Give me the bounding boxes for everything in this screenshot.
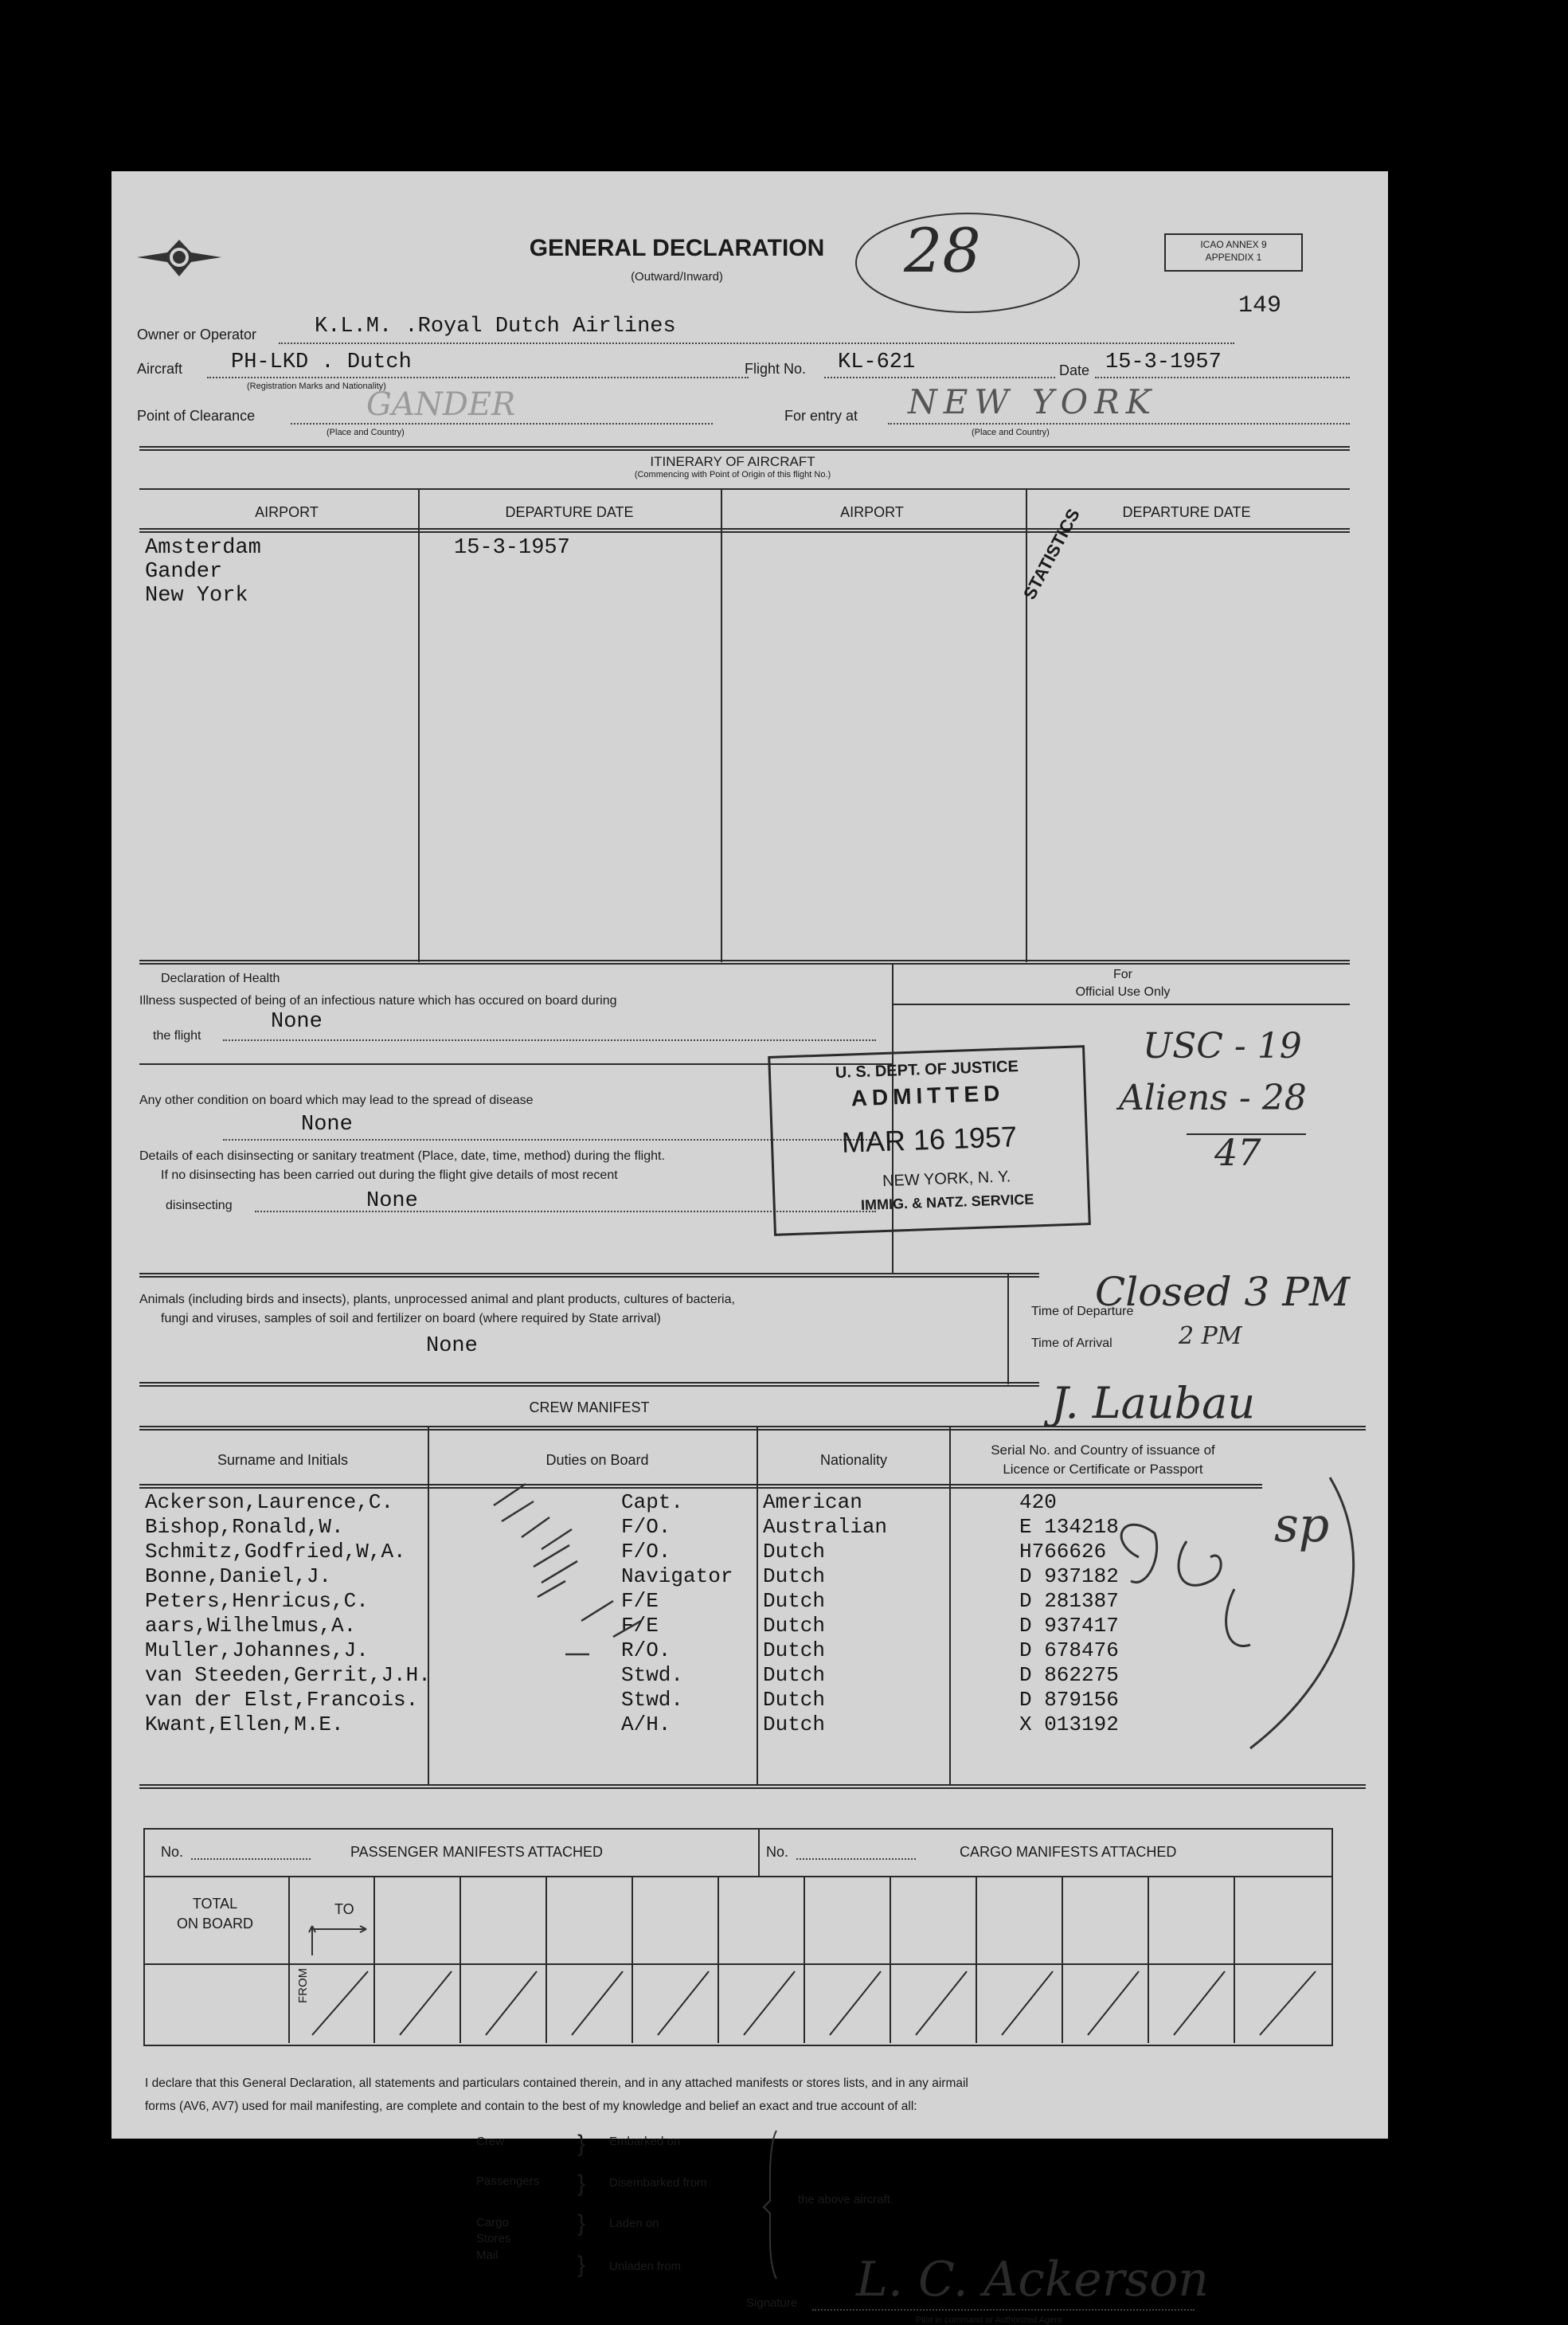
official-note-1: USC - 19 xyxy=(1143,1026,1302,1067)
declaration-unladen: Unladen from xyxy=(609,2260,682,2273)
crew-duty: F/O. xyxy=(621,1515,671,1539)
cargo-no-label: No. xyxy=(766,1844,789,1860)
official-label: Official Use Only xyxy=(1075,985,1171,999)
crew-name: Muller,Johannes,J. xyxy=(145,1638,369,1662)
admitted-stamp: U. S. DEPT. OF JUSTICE ADMITTED MAR 16 1957 NEW YORK, N. Y. IMMIG. & NATZ. SERVICE xyxy=(768,1045,1091,1236)
declaration-cargo: Cargo xyxy=(476,2216,509,2229)
from-label: FROM xyxy=(296,1967,310,2003)
signature-label: Signature xyxy=(746,2296,798,2310)
crew-nationality: Dutch xyxy=(763,1688,826,1712)
disinsecting-label-2: If no disinsecting has been carried out during the flight give details of most recent xyxy=(161,1168,618,1182)
crew-name: Kwant,Ellen,M.E. xyxy=(145,1712,344,1736)
handwritten-number: 28 xyxy=(904,215,981,286)
itinerary-departure-1: 15-3-1957 xyxy=(454,536,570,560)
declaration-embarked: Embarked on xyxy=(609,2135,681,2148)
crew-duty: Capt. xyxy=(621,1490,684,1514)
animals-label-1: Animals (including birds and insects), plants, unprocessed animal and plant products, cultures of bacteria, xyxy=(139,1293,735,1306)
itinerary-title: ITINERARY OF AIRCRAFT xyxy=(650,454,815,469)
crew-nationality: Dutch xyxy=(763,1712,826,1736)
manifest-cells xyxy=(288,1876,1331,2043)
declaration-text-1: I declare that this General Declaration, all statements and particulars contained therein, and in any attached manifests or stores lists, and in any airmail xyxy=(145,2076,968,2090)
animals-label-2: fungi and viruses, samples of soil and fertilizer on board (where required by State arrival) xyxy=(161,1312,661,1325)
crew-nationality: American xyxy=(763,1490,862,1514)
crew-nationality: Dutch xyxy=(763,1614,826,1638)
flight-label: Flight No. xyxy=(745,361,807,377)
other-condition-label: Any other condition on board which may lead to the spread of disease xyxy=(139,1094,534,1107)
crew-name: van Steeden,Gerrit,J.H. xyxy=(145,1663,431,1687)
clearance-label: Point of Clearance xyxy=(137,408,256,424)
animals-value: None xyxy=(426,1334,478,1358)
itinerary-header-departure: DEPARTURE DATE xyxy=(505,504,634,520)
crew-duty: R/O. xyxy=(621,1638,671,1662)
crew-nationality: Dutch xyxy=(763,1663,826,1687)
crew-name: Schmitz,Godfried,W,A. xyxy=(145,1540,406,1564)
disinsecting-label-3: disinsecting xyxy=(166,1199,233,1212)
crew-signature-note: J. Laubau xyxy=(1051,1378,1256,1428)
klm-logo xyxy=(135,233,223,281)
flight-value: KL-621 xyxy=(838,350,916,374)
cargo-manifests-label: CARGO MANIFESTS ATTACHED xyxy=(960,1844,1177,1860)
passenger-manifests-label: PASSENGER MANIFESTS ATTACHED xyxy=(350,1844,604,1860)
aircraft-label: Aircraft xyxy=(137,361,183,377)
crew-serial: 420 xyxy=(1019,1490,1057,1514)
crew-duty: F/E xyxy=(621,1614,659,1638)
departure-time-label: Time of Departure xyxy=(1031,1305,1134,1318)
official-note-2: Aliens - 28 xyxy=(1119,1078,1307,1118)
owner-value: K.L.M. .Royal Dutch Airlines xyxy=(315,315,676,339)
crew-nationality: Dutch xyxy=(763,1638,826,1662)
itinerary-airport-2: Gander xyxy=(145,560,223,584)
declaration-passengers: Passengers xyxy=(476,2174,540,2188)
aircraft-sublabel: (Registration Marks and Nationality) xyxy=(247,382,386,391)
signature-sublabel: Pilot in command or Authorized Agent xyxy=(916,2315,1062,2325)
crew-serial: D 937417 xyxy=(1019,1614,1119,1638)
form-subtitle: (Outward/Inward) xyxy=(631,270,723,284)
crew-serial: D 862275 xyxy=(1019,1663,1119,1687)
to-label: TO xyxy=(334,1901,354,1917)
passenger-no-label: No. xyxy=(161,1844,184,1860)
clearance-value: GANDER xyxy=(366,386,516,423)
entry-sublabel: (Place and Country) xyxy=(972,428,1050,437)
crew-header-name: Surname and Initials xyxy=(217,1452,349,1468)
aircraft-value: PH-LKD . Dutch xyxy=(231,350,412,374)
svg-text:sp: sp xyxy=(1274,1497,1330,1553)
crew-serial: D 678476 xyxy=(1019,1638,1119,1662)
crew-name: van der Elst,Francois. xyxy=(145,1688,419,1712)
crew-header-nationality: Nationality xyxy=(819,1452,888,1468)
declaration-disembarked: Disembarked from xyxy=(609,2176,707,2190)
declaration-text-2: forms (AV6, AV7) used for mail manifesting, are complete and contain to the best of my knowledge and belief an exact and true account of all: xyxy=(145,2100,917,2113)
health-title: Declaration of Health xyxy=(161,972,280,985)
crew-serial: E 134218 xyxy=(1019,1515,1119,1539)
page-number: 149 xyxy=(1238,292,1282,319)
itinerary-header-airport: AIRPORT xyxy=(255,504,319,520)
date-value: 15-3-1957 xyxy=(1105,350,1222,374)
crew-serial: X 013192 xyxy=(1019,1712,1119,1736)
clearance-sublabel: (Place and Country) xyxy=(327,428,405,437)
declaration-mail: Mail xyxy=(476,2249,499,2262)
icao-box: ICAO ANNEX 9 APPENDIX 1 xyxy=(1164,233,1303,272)
itinerary-airport-1: Amsterdam xyxy=(145,536,261,560)
crew-duty: A/H. xyxy=(621,1712,671,1736)
circle-mark xyxy=(848,203,1087,323)
crew-name: Bishop,Ronald,W. xyxy=(145,1515,344,1539)
official-note-3: 47 xyxy=(1214,1131,1261,1174)
form-title: GENERAL DECLARATION xyxy=(529,235,825,261)
declaration-stores: Stores xyxy=(476,2232,511,2245)
crew-header-duties: Duties on Board xyxy=(545,1452,649,1468)
closed-note: Closed 3 PM xyxy=(1095,1269,1351,1315)
owner-label: Owner or Operator xyxy=(137,327,257,342)
itinerary-airport-3: New York xyxy=(145,584,248,608)
arrival-note: 2 PM xyxy=(1179,1322,1242,1350)
itinerary-header-departure-2: DEPARTURE DATE xyxy=(1122,504,1251,520)
declaration-laden: Laden on xyxy=(609,2217,659,2230)
crew-duty: Stwd. xyxy=(621,1663,684,1687)
arrival-time-label: Time of Arrival xyxy=(1031,1337,1112,1350)
crew-handwritten-marks xyxy=(1091,1462,1386,1780)
crew-check-marks xyxy=(430,1470,685,1740)
crew-serial: H766626 xyxy=(1019,1540,1107,1564)
itinerary-header-airport-2: AIRPORT xyxy=(840,504,904,520)
illness-label: Illness suspected of being of an infectious nature which has occured on board during xyxy=(139,994,617,1008)
date-label: Date xyxy=(1059,362,1090,378)
crew-serial: D 937182 xyxy=(1019,1564,1119,1588)
declaration-aircraft: the above aircraft. xyxy=(798,2193,894,2206)
on-board-label: ON BOARD xyxy=(176,1916,253,1932)
crew-name: aars,Wilhelmus,A. xyxy=(145,1614,357,1638)
crew-name: Bonne,Daniel,J. xyxy=(145,1564,332,1588)
illness-flight-label: the flight xyxy=(153,1029,201,1043)
other-condition-value: None xyxy=(301,1113,353,1137)
disinsecting-label: Details of each disinsecting or sanitary treatment (Place, date, time, method) during the flight. xyxy=(139,1149,665,1163)
crew-header-licence: Licence or Certificate or Passport xyxy=(1003,1462,1203,1477)
crew-name: Peters,Henricus,C. xyxy=(145,1589,369,1613)
declaration-crew: Crew xyxy=(476,2135,505,2148)
illness-value: None xyxy=(271,1010,323,1034)
crew-name: Ackerson,Laurence,C. xyxy=(145,1490,394,1514)
disinsecting-value: None xyxy=(366,1189,418,1213)
itinerary-subtitle: (Commencing with Point of Origin of this flight No.) xyxy=(634,470,831,479)
crew-nationality: Dutch xyxy=(763,1589,826,1613)
total-label: TOTAL xyxy=(192,1896,238,1912)
crew-title: CREW MANIFEST xyxy=(529,1399,650,1415)
crew-duty: Stwd. xyxy=(621,1688,684,1712)
crew-duty: Navigator xyxy=(621,1564,733,1588)
crew-duty: F/O. xyxy=(621,1540,671,1564)
crew-serial: D 879156 xyxy=(1019,1688,1119,1712)
crew-header-serial: Serial No. and Country of issuance of xyxy=(991,1442,1215,1458)
crew-serial: D 281387 xyxy=(1019,1589,1119,1613)
entry-label: For entry at xyxy=(784,408,858,424)
crew-nationality: Dutch xyxy=(763,1564,826,1588)
crew-nationality: Dutch xyxy=(763,1540,826,1564)
statistics-stamp: STATISTICS xyxy=(1019,505,1084,603)
official-for: For xyxy=(1113,968,1132,981)
entry-value: NEW YORK xyxy=(908,382,1158,421)
declaration-form: GENERAL DECLARATION (Outward/Inward) 28 ICAO ANNEX 9 APPENDIX 1 149 Owner or Operator K.L.M. .Royal Dutch Airlines Aircraft PH-LKD . Dutch (Registration Marks and Nationality) Flight No. KL-621 Date 15-3-1957 Point of Clearance GANDER (Place and Country) For entry at NEW YORK (Place and Country) ITINERARY OF AIRCRAFT (Commencing with Point of Origin of this flight No.) AIRPORT DEPARTURE DATE AIRPORT DEPARTURE DATE Amsterdam Gander New York 15-3-1957 STATISTICS Declaration of Health Illness suspected of being of an infectious nature which has occured on board during the flight None Any other condition on board which may lead to the spread of disease None Details of each disinsecting or sanitary treatment (Place, date, time, method) during the flight. If no disinsecting has been carried out during the flight give details of most recent disinsecting None For Official Use Only USC - 19 Aliens - 28 47 U. S. DEPT. OF JUSTICE ADMITTED MAR 16 1957 NEW YORK, N. Y. IMMIG. & NATZ. SERVICE Animals (including birds and insects), plants, unprocessed animal and plant products, cultures of bacteria, fungi and viruses, samples of soil and fertilizer on board (where required by State arrival) None Time of Departure Time of Arrival Closed 3 PM 2 PM CREW MANIFEST J. Laubau Surname and Initials Duties on Board Nationality Serial No. and Country of issuance of Licence or Certificate or Passport Ackerson,Laurence,C. Capt. American 420 Bishop,Ronald,W. F/O. Australian E 134218 Schmitz,Godfried,W,A. F/O. Dutch H766626 Bonne,Daniel,J. Navigator Dutch D 937182 Peters,Henricus,C. F/E Dutch D 281387 aars,Wilhelmus,A. F/E Dutch D 937417 Muller,Johannes,J. R/O. Dutch D 678476 van Steeden,Gerrit,J.H. Stwd. Dutch D 862275 van der Elst,Francois. Stwd. Dutch D 879156 Kwant,Ellen,M.E. A/H. Dutch X 013192 sp No. PASSENGER MANIFESTS ATTACHED No. CARGO MANIFESTS ATTACHED TOTAL ON BOARD TO FROM I declare that this General Declaration, all statements and particulars contained therein, and in any attached manifests or stores lists, and in any airmail forms (AV6, AV7) used for mail manifesting, are complete and contain to the best of my knowledge and belief an exact and true account of all: Crew Passengers Cargo Stores Mail } } } } Embarked on Disembarked from Laden on Unladen from the above aircraft. Signature Pilot in command or Authorized Agent L. C. Ackerson xyxy=(111,171,1388,2139)
signature: L. C. Ackerson xyxy=(856,2252,1209,2307)
crew-duty: F/E xyxy=(621,1589,659,1613)
crew-nationality: Australian xyxy=(763,1515,888,1539)
